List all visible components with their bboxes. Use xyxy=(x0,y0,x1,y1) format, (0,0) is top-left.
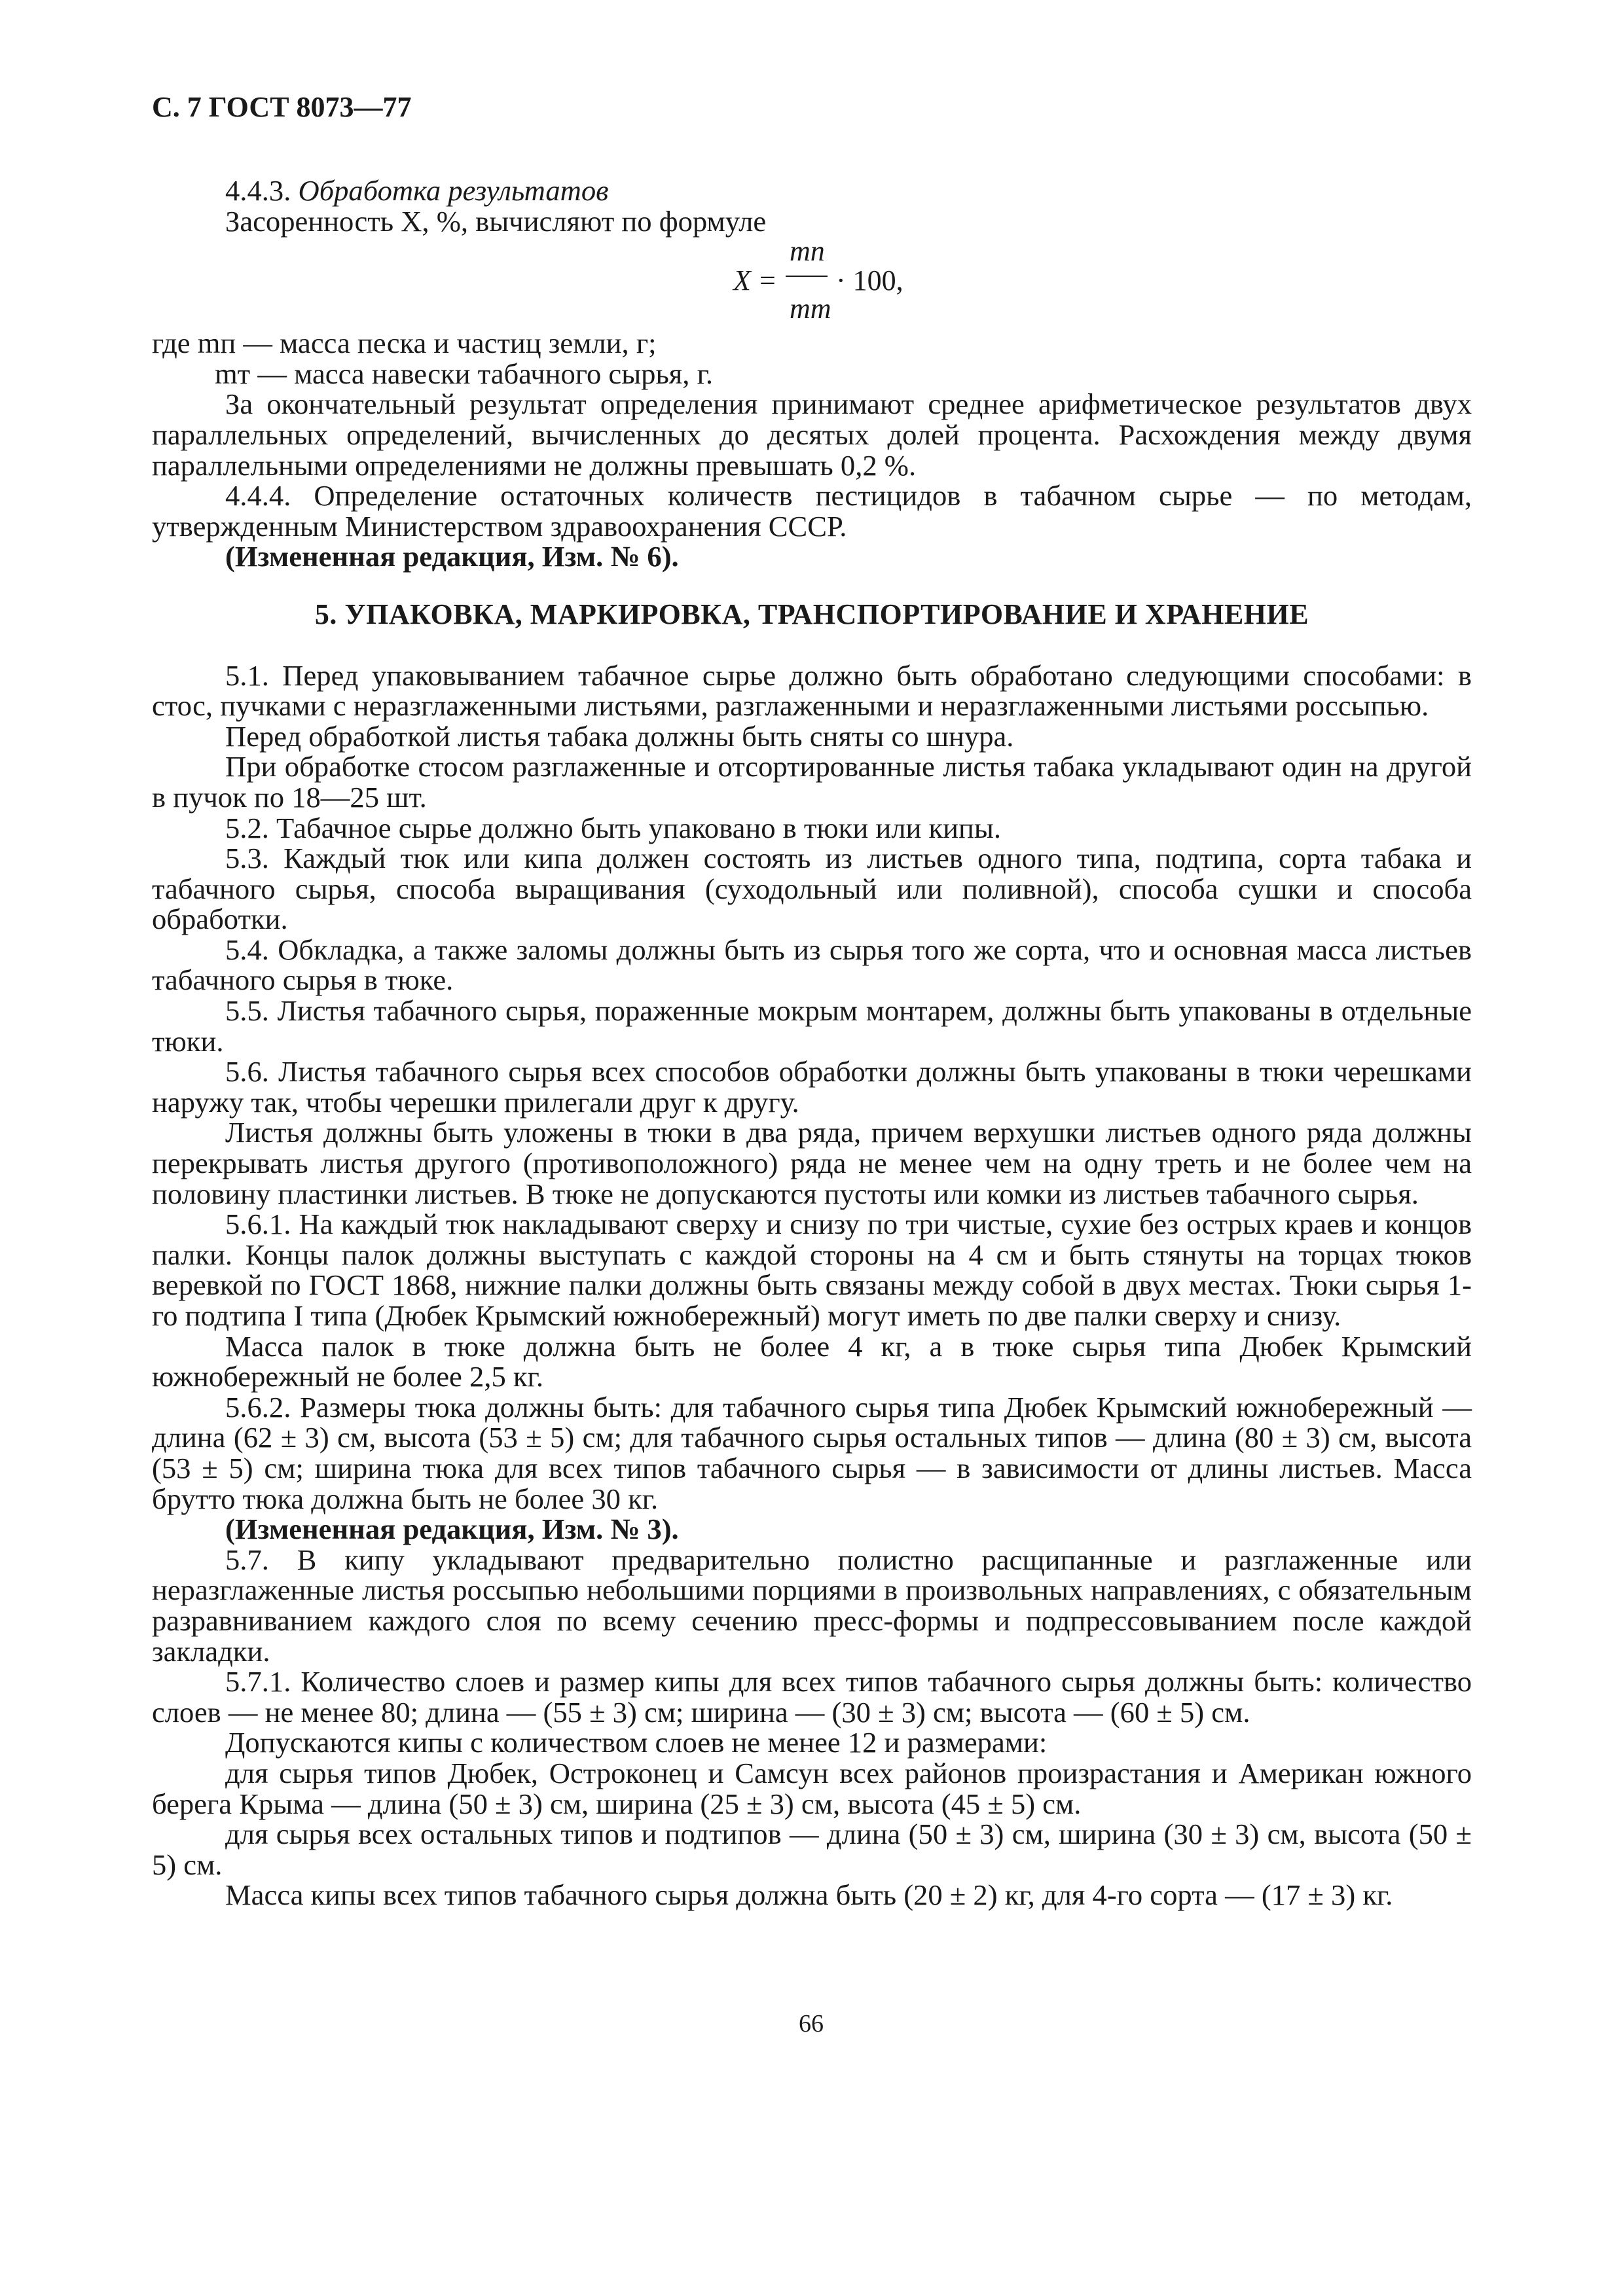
clause-5-6-1: 5.6.1. На каждый тюк накладывают сверху и снизу по три чистые, сухие без острых краев и концов палки. Концы палок должны выступать с каждой стороны на 4 см и быть стянуты на торцах тюков веревкой по ГОСТ 1868, нижние палки должны быть связаны между собой в двух местах. Тюки сырья 1-го подтипа I типа (Дюбек Крымский южнобережный) могут иметь по две палки сверху и снизу. xyxy=(152,1208,1472,1332)
clause-5-1-c: При обработке стосом разглаженные и отсортированные листья табака укладывают один на другой в пучок по 18—25 шт. xyxy=(152,750,1472,814)
clause-5-7-1-d: для сырья всех остальных типов и подтипов — длина (50 ± 3) см, ширина (30 ± 3) см, высота (50 ± 5) см. xyxy=(152,1818,1472,1881)
formula-lhs: X xyxy=(733,264,751,297)
fraction-bar xyxy=(786,276,828,277)
formula-intro: Засоренность X, %, вычисляют по формуле xyxy=(225,204,767,238)
clause-5-1-b: Перед обработкой листья табака должны быть сняты со шнура. xyxy=(225,719,1014,753)
clause-5-7-1: 5.7.1. Количество слоев и размер кипы для всех типов табачного сырья должны быть: количество слоев — не менее 80; длина — (55 ± 3) см; ширина — (30 ± 3) см; высота — (60 ± 5) см. xyxy=(152,1665,1472,1729)
formula-equals: = xyxy=(759,264,776,297)
clause-5-4: 5.4. Обкладка, а также заломы должны быть из сырья того же сорта, что и основная масса листьев табачного сырья в тюке. xyxy=(152,933,1472,997)
formula xyxy=(152,236,1472,328)
document-body xyxy=(152,175,1472,1910)
formula-multiplier: · 100, xyxy=(836,264,903,297)
formula-numerator: mп xyxy=(790,235,825,268)
clause-4-4-4: 4.4.4. Определение остаточных количеств пестицидов в табачном сырье — по методам, утвержденным Министерством здравоохранения СССР. xyxy=(152,479,1472,543)
clause-title: Обработка результатов xyxy=(298,174,609,207)
clause-5-7: 5.7. В кипу укладывают предварительно полистно расщипанные и разглаженные или неразглаженные листья россыпью небольшими порциями в произвольных направлениях, с обязательным разравниванием каждого слоя по всему сечению пресс-формы и подпрессовыванием после каждой закладки. xyxy=(152,1543,1472,1668)
clause-number: 4.4.3. xyxy=(225,174,291,207)
section-5-title: 5. УПАКОВКА, МАРКИРОВКА, ТРАНСПОРТИРОВАНИЕ И ХРАНЕНИЕ xyxy=(314,598,1309,630)
clause-5-6: 5.6. Листья табачного сырья всех способов обработки должны быть упакованы в тюки черешками наружу так, чтобы черешки прилегали друг к другу. xyxy=(152,1055,1472,1119)
clause-5-1: 5.1. Перед упаковыванием табачное сырье должно быть обработано следующими способами: в стос, пучками с неразглаженными листьями, разглаженными и неразглаженными листьями россыпью. xyxy=(152,658,1472,723)
clause-5-6-b: Листья должны быть уложены в тюки в два ряда, причем верхушки листьев одного ряда должны перекрывать листья другого (противоположного) ряда не менее чем на одну треть и не более чем на половину пластинки листьев. В тюке не допускаются пустоты или комки из листьев табачного сырья. xyxy=(152,1116,1472,1210)
definition-mp: где mп — масса песка и частиц земли, г; xyxy=(152,327,657,360)
amendment-note-6: (Измененная редакция, Изм. № 6). xyxy=(225,540,679,573)
clause-5-6-1-b: Масса палок в тюке должна быть не более 4 кг, а в тюке сырья типа Дюбек Крымский южнобережный не более 2,5 кг. xyxy=(152,1329,1472,1393)
paragraph-result: За окончательный результат определения принимают среднее арифметическое результатов двух параллельных определений, вычисленных до десятых долей процента. Расхождения между двумя параллельными определениями не должны превышать 0,2 %. xyxy=(152,387,1472,482)
formula-denominator: mт xyxy=(790,293,831,325)
clause-5-7-1-c: для сырья типов Дюбек, Остроконец и Самсун всех районов произрастания и Американ южного берега Крыма — длина (50 ± 3) см, ширина (25 ± 3) см, высота (45 ± 5) см. xyxy=(152,1756,1472,1820)
clause-5-6-2: 5.6.2. Размеры тюка должны быть: для табачного сырья типа Дюбек Крымский южнобережный — длина (62 ± 3) см, высота (53 ± 5) см; для табачного сырья остальных типов — длина (80 ± 3) см, высота (53 ± 5) см; ширина тюка для всех типов табачного сырья — в зависимости от длины листьев. Масса брутто тюка должна быть не более 30 кг. xyxy=(152,1390,1472,1515)
running-header: С. 7 ГОСТ 8073—77 xyxy=(152,91,412,123)
clause-5-5: 5.5. Листья табачного сырья, пораженные мокрым монтарем, должны быть упакованы в отдельные тюки. xyxy=(152,994,1472,1058)
clause-5-7-1-e: Масса кипы всех типов табачного сырья должна быть (20 ± 2) кг, для 4-го сорта — (17 ± 3) кг. xyxy=(225,1878,1393,1912)
clause-5-7-1-b: Допускаются кипы с количеством слоев не менее 12 и размерами: xyxy=(225,1726,1048,1759)
page-number: 66 xyxy=(799,2010,824,2037)
clause-4-4-3-heading xyxy=(152,175,1472,206)
clause-5-2: 5.2. Табачное сырье должно быть упаковано в тюки или кипы. xyxy=(225,811,1001,844)
amendment-note-3: (Измененная редакция, Изм. № 3). xyxy=(225,1513,679,1546)
definition-mt: mт — масса навески табачного сырья, г. xyxy=(215,357,714,390)
clause-5-3: 5.3. Каждый тюк или кипа должен состоять из листьев одного типа, подтипа, сорта табака и табачного сырья, способа выращивания (суходольный или поливной), способа сушки и способа обработки. xyxy=(152,842,1472,936)
